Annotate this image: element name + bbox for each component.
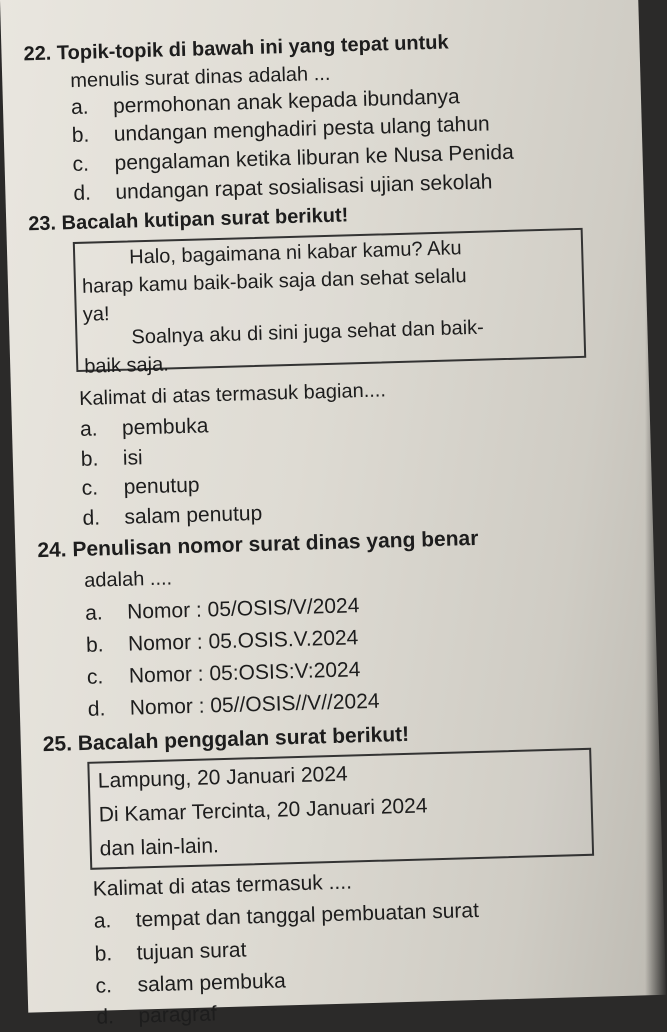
q22-option-a: a. permohonan anak kepada ibundanya bbox=[70, 85, 460, 120]
q22-option-d: d. undangan rapat sosialisasi ujian sekolah bbox=[73, 170, 493, 206]
q23-excerpt-line2: harap kamu baik-baik saja dan sehat selalu bbox=[81, 265, 467, 298]
q23-excerpt-line5: baik saja. bbox=[83, 353, 170, 378]
q25-option-b: b. tujuan surat bbox=[94, 938, 247, 966]
q24-option-d: d. Nomor : 05//OSIS//V//2024 bbox=[87, 689, 380, 721]
q25-option-a: a. tempat dan tanggal pembuatan surat bbox=[93, 898, 480, 933]
q23-question: Kalimat di atas termasuk bagian.... bbox=[78, 379, 387, 410]
q22-option-c: c. pengalaman ketika liburan ke Nusa Penida bbox=[72, 140, 515, 177]
q25-option-c: c. salam pembuka bbox=[95, 969, 287, 998]
q22-option-b: b. undangan menghadiri pesta ulang tahun bbox=[71, 112, 490, 148]
q23-stem: 23. Bacalah kutipan surat berikut! bbox=[27, 204, 349, 236]
q23-option-a: a. pembuka bbox=[79, 414, 209, 441]
q25-excerpt-line3: dan lain-lain. bbox=[99, 834, 220, 861]
q24-stem-line2: adalah .... bbox=[83, 567, 173, 592]
q24-option-a: a. Nomor : 05/OSIS/V/2024 bbox=[84, 594, 360, 625]
q24-option-b: b. Nomor : 05.OSIS.V.2024 bbox=[85, 626, 359, 657]
q23-excerpt-line3: ya! bbox=[82, 303, 110, 326]
q23-excerpt-line1: Halo, bagaimana ni kabar kamu? Aku bbox=[128, 237, 462, 269]
q23-option-d: d. salam penutup bbox=[82, 501, 263, 530]
q25-option-d: d. paragraf bbox=[96, 1002, 217, 1029]
q25-question: Kalimat di atas termasuk .... bbox=[92, 870, 353, 901]
background-edge-shadow bbox=[645, 0, 667, 1013]
q23-option-c: c. penutup bbox=[81, 473, 200, 500]
q25-excerpt-line2: Di Kamar Tercinta, 20 Januari 2024 bbox=[98, 794, 428, 827]
q24-stem-line1: 24. Penulisan nomor surat dinas yang benar bbox=[37, 526, 479, 563]
q24-option-c: c. Nomor : 05:OSIS:V:2024 bbox=[86, 658, 361, 689]
q22-stem-line1: 22. Topik-topik di bawah ini yang tepat untuk bbox=[23, 31, 449, 66]
q25-excerpt-line1: Lampung, 20 Januari 2024 bbox=[97, 762, 348, 793]
q25-stem: 25. Bacalah penggalan surat berikut! bbox=[42, 722, 410, 757]
q22-stem-line2: menulis surat dinas adalah ... bbox=[69, 62, 331, 93]
q23-option-b: b. isi bbox=[80, 446, 144, 471]
q23-excerpt-line4: Soalnya aku di sini juga sehat dan baik- bbox=[131, 316, 485, 349]
